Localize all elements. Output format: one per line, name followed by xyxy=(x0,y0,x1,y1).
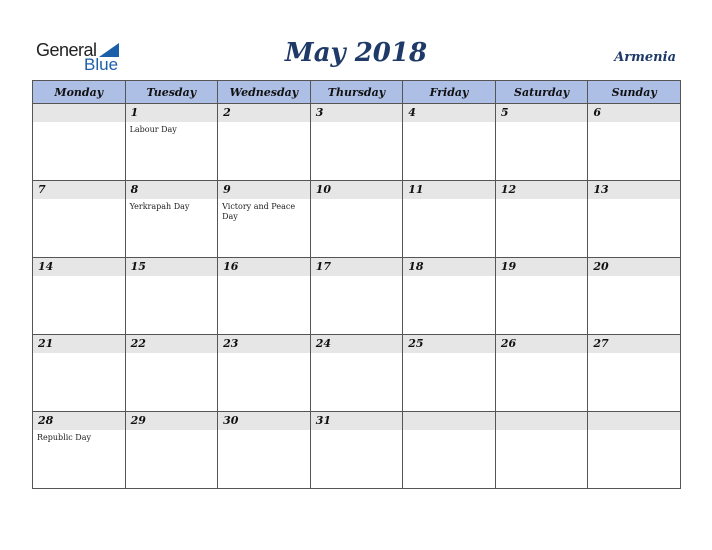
day-number: 14 xyxy=(33,258,125,276)
day-cell xyxy=(495,104,588,181)
day-number: 3 xyxy=(311,104,403,122)
calendar-body xyxy=(33,104,681,489)
day-number: 11 xyxy=(403,181,495,199)
day-number: 16 xyxy=(218,258,310,276)
day-cell xyxy=(125,335,218,412)
day-cell xyxy=(588,335,681,412)
logo-text-general: General xyxy=(36,40,97,60)
holiday-label: Republic Day xyxy=(37,433,91,442)
week-row xyxy=(33,335,681,412)
holiday-label: Yerkrapah Day xyxy=(129,202,190,211)
weekday-header: Friday xyxy=(403,81,496,104)
day-number: 20 xyxy=(588,258,680,276)
day-number xyxy=(496,412,588,430)
day-number: 22 xyxy=(126,335,218,353)
day-number: 27 xyxy=(588,335,680,353)
day-number: 1 xyxy=(126,104,218,122)
day-cell xyxy=(218,412,311,489)
day-number: 8 xyxy=(126,181,218,199)
day-cell xyxy=(495,412,588,489)
day-cell xyxy=(588,412,681,489)
day-number: 4 xyxy=(403,104,495,122)
day-number: 18 xyxy=(403,258,495,276)
day-number: 6 xyxy=(588,104,680,122)
day-cell xyxy=(125,181,218,258)
day-number: 29 xyxy=(126,412,218,430)
day-cell xyxy=(33,181,126,258)
day-number xyxy=(588,412,680,430)
day-cell xyxy=(33,104,126,181)
day-number: 30 xyxy=(218,412,310,430)
weekday-header: Wednesday xyxy=(218,81,311,104)
day-cell xyxy=(218,104,311,181)
day-cell xyxy=(218,335,311,412)
day-cell xyxy=(218,181,311,258)
day-number: 31 xyxy=(311,412,403,430)
week-row xyxy=(33,258,681,335)
weekday-header: Thursday xyxy=(310,81,403,104)
week-row xyxy=(33,104,681,181)
day-cell xyxy=(588,104,681,181)
day-number: 19 xyxy=(496,258,588,276)
day-cell xyxy=(33,335,126,412)
day-cell xyxy=(310,412,403,489)
day-number: 12 xyxy=(496,181,588,199)
day-cell xyxy=(588,258,681,335)
day-cell xyxy=(495,181,588,258)
weekday-header: Monday xyxy=(33,81,126,104)
day-number: 25 xyxy=(403,335,495,353)
day-cell xyxy=(403,335,496,412)
day-cell xyxy=(125,258,218,335)
day-number: 13 xyxy=(588,181,680,199)
day-cell xyxy=(125,412,218,489)
day-cell xyxy=(33,258,126,335)
holiday-label: Labour Day xyxy=(129,125,177,134)
day-number: 24 xyxy=(311,335,403,353)
day-number: 7 xyxy=(33,181,125,199)
week-row xyxy=(33,181,681,258)
day-number xyxy=(403,412,495,430)
day-cell xyxy=(125,104,218,181)
page-title: May 2018 xyxy=(284,38,428,68)
day-cell xyxy=(403,181,496,258)
day-cell xyxy=(310,181,403,258)
day-cell xyxy=(310,258,403,335)
day-number: 28 xyxy=(33,412,125,430)
day-number: 23 xyxy=(218,335,310,353)
day-number: 5 xyxy=(496,104,588,122)
day-number: 10 xyxy=(311,181,403,199)
day-number: 17 xyxy=(311,258,403,276)
day-cell xyxy=(495,258,588,335)
country-label: Armenia xyxy=(614,50,676,65)
day-cell xyxy=(403,104,496,181)
calendar-grid xyxy=(32,80,681,489)
day-cell xyxy=(403,412,496,489)
day-cell xyxy=(33,412,126,489)
weekday-header: Sunday xyxy=(588,81,681,104)
day-number: 21 xyxy=(33,335,125,353)
day-number: 26 xyxy=(496,335,588,353)
day-cell xyxy=(310,335,403,412)
weekday-header-row xyxy=(33,81,681,104)
day-cell xyxy=(218,258,311,335)
holiday-label: Victory and Peace Day xyxy=(222,202,296,222)
day-number: 2 xyxy=(218,104,310,122)
day-cell xyxy=(310,104,403,181)
day-cell xyxy=(495,335,588,412)
day-number: 15 xyxy=(126,258,218,276)
day-cell xyxy=(403,258,496,335)
weekday-header: Saturday xyxy=(495,81,588,104)
week-row xyxy=(33,412,681,489)
day-cell xyxy=(588,181,681,258)
weekday-header: Tuesday xyxy=(125,81,218,104)
day-number xyxy=(33,104,125,122)
day-number: 9 xyxy=(218,181,310,199)
logo-text-blue: Blue xyxy=(84,55,119,74)
